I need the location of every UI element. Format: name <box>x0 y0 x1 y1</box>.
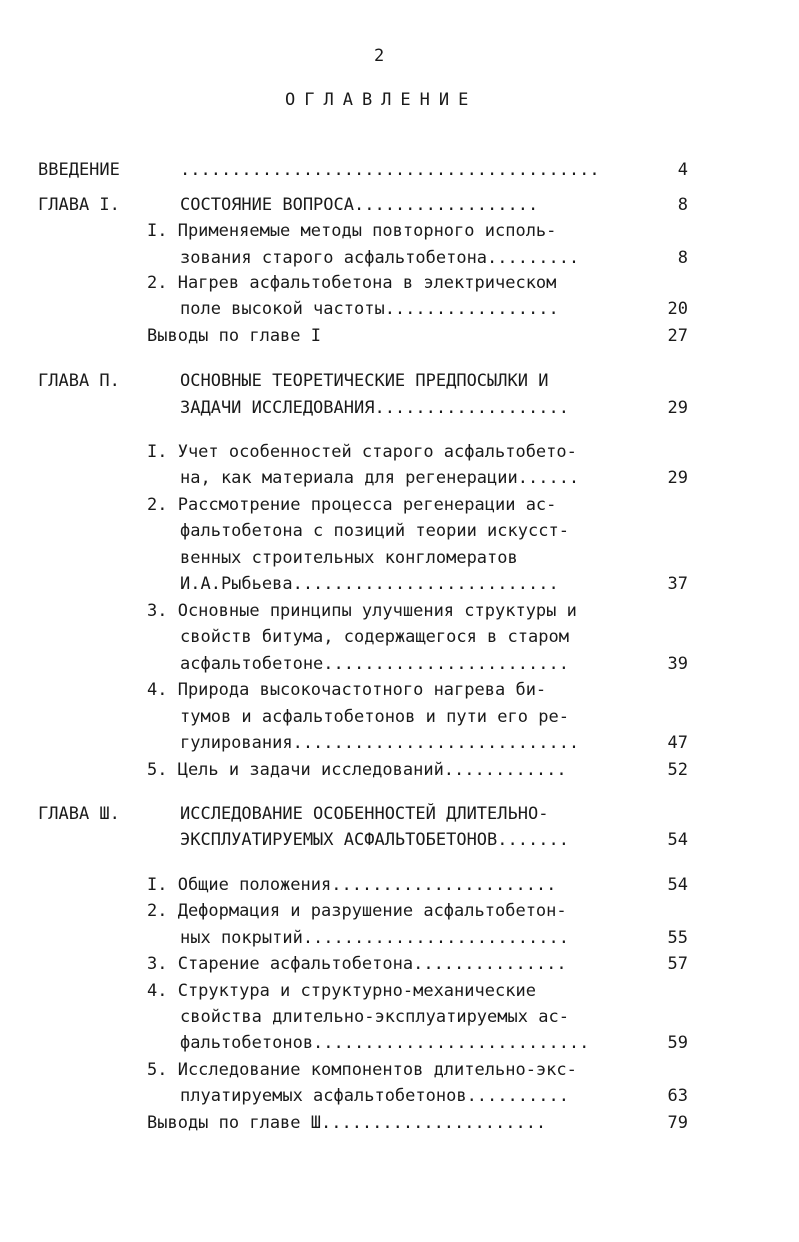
section-page: 55 <box>667 928 688 948</box>
section-line: 5. Исследование компонентов длительно-экс- <box>147 1060 577 1080</box>
section-line: плуатируемых асфальтобетонов.......... <box>180 1086 569 1106</box>
section-line: I. Общие положения...................... <box>147 875 557 895</box>
chapter-heading: ИССЛЕДОВАНИЕ ОСОБЕННОСТЕЙ ДЛИТЕЛЬНО- <box>180 804 549 824</box>
section-page: 47 <box>667 733 688 753</box>
section-page: 8 <box>677 248 688 268</box>
section-line: ных покрытий.......................... <box>180 928 569 948</box>
section-line: 2. Деформация и разрушение асфальтобетон- <box>147 901 567 921</box>
conclusion-page: 79 <box>667 1113 688 1133</box>
intro-dots: ......................................... <box>180 160 600 180</box>
section-line: 3. Старение асфальтобетона............... <box>147 954 567 974</box>
section-page: 29 <box>667 468 688 488</box>
page-number: 2 <box>374 46 385 66</box>
toc-title: ОГЛАВЛЕНИЕ <box>285 90 478 110</box>
intro-label: ВВЕДЕНИЕ <box>38 160 120 180</box>
chapter-heading: СОСТОЯНИЕ ВОПРОСА.................. <box>180 195 539 215</box>
chapter-heading: ЗАДАЧИ ИССЛЕДОВАНИЯ................... <box>180 398 569 418</box>
section-line: тумов и асфальтобетонов и пути его ре- <box>180 707 569 727</box>
section-line: свойств битума, содержащегося в старом <box>180 627 569 647</box>
section-page: 52 <box>667 760 688 780</box>
section-line: поле высокой частоты................. <box>180 299 559 319</box>
section-line: венных строительных конгломератов <box>180 548 518 568</box>
chapter-label: ГЛАВА I. <box>38 195 120 215</box>
section-line: фальтобетонов........................... <box>180 1033 590 1053</box>
section-line: на, как материала для регенерации...... <box>180 468 580 488</box>
section-line: свойства длительно-эксплуатируемых ас- <box>180 1007 569 1027</box>
conclusion-text: Выводы по главе I <box>147 326 321 346</box>
section-page: 59 <box>667 1033 688 1053</box>
section-line: 4. Природа высокочастотного нагрева би- <box>147 680 547 700</box>
section-line: 5. Цель и задачи исследований............ <box>147 760 567 780</box>
chapter-page: 8 <box>677 195 688 215</box>
section-line: I. Применяемые методы повторного исполь- <box>147 221 557 241</box>
conclusion-page: 27 <box>667 326 688 346</box>
chapter-heading: ЭКСПЛУАТИРУЕМЫХ АСФАЛЬТОБЕТОНОВ....... <box>180 830 569 850</box>
section-line: зования старого асфальтобетона......... <box>180 248 580 268</box>
section-line: 2. Рассмотрение процесса регенерации ас- <box>147 495 557 515</box>
chapter-page: 29 <box>667 398 688 418</box>
section-line: 4. Структура и структурно-механические <box>147 981 536 1001</box>
conclusion-text: Выводы по главе Ш...................... <box>147 1113 547 1133</box>
chapter-page: 54 <box>667 830 688 850</box>
section-line: гулирования............................ <box>180 733 580 753</box>
intro-page: 4 <box>677 160 688 180</box>
section-page: 20 <box>667 299 688 319</box>
section-page: 57 <box>667 954 688 974</box>
section-line: I. Учет особенностей старого асфальтобето- <box>147 442 577 462</box>
section-page: 63 <box>667 1086 688 1106</box>
section-page: 37 <box>667 574 688 594</box>
chapter-label: ГЛАВА П. <box>38 371 120 391</box>
section-line: 2. Нагрев асфальтобетона в электрическом <box>147 273 557 293</box>
chapter-heading: ОСНОВНЫЕ ТЕОРЕТИЧЕСКИЕ ПРЕДПОСЫЛКИ И <box>180 371 549 391</box>
section-line: И.А.Рыбьева.......................... <box>180 574 559 594</box>
section-line: фальтобетона с позиций теории искусст- <box>180 521 569 541</box>
section-page: 54 <box>667 875 688 895</box>
chapter-label: ГЛАВА Ш. <box>38 804 120 824</box>
section-page: 39 <box>667 654 688 674</box>
section-line: 3. Основные принципы улучшения структуры и <box>147 601 577 621</box>
section-line: асфальтобетоне........................ <box>180 654 569 674</box>
